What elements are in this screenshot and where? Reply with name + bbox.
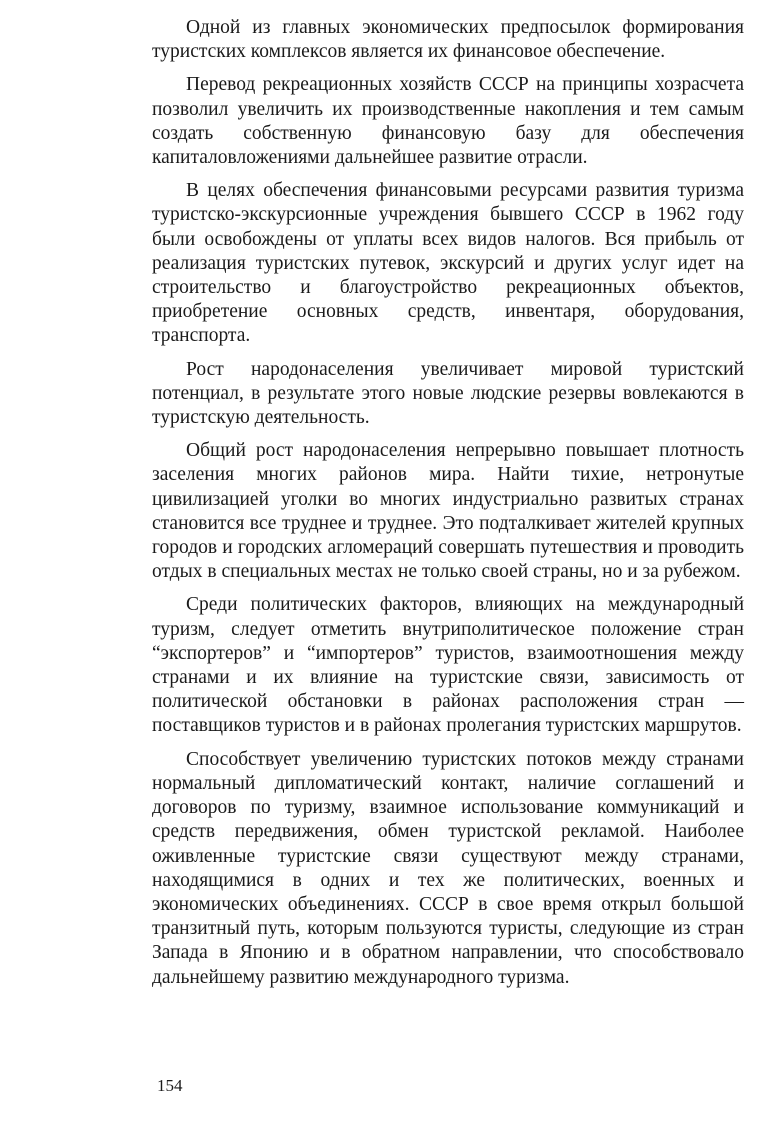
paragraph-1: Одной из главных экономических предпосылок формирования туристских комплексов является их финансовое обеспечение. xyxy=(152,17,744,63)
paragraph-5: Общий рост народонаселения непрерывно повышает плотность заселения многих районов мира. Найти тихие, нетронутые цивилизацией уголки во многих индустриально развитых странах становится все труднее и труднее. Это подталкивает жителей крупных городов и городских агломераций совершать путешествия и проводить отдых в специальных местах не только своей страны, но и за рубежом. xyxy=(152,440,744,583)
paragraph-3: В целях обеспечения финансовыми ресурсами развития туризма туристско-экскурсионные учреждения бывшего СССР в 1962 году были освобождены от уплаты всех видов налогов. Вся прибыль от реализация туристских путевок, экскурсий и других услуг идет на строительство и благоустройство рекреационных объектов, приобретение основных средств, инвентаря, оборудования, транспорта. xyxy=(152,180,744,347)
body-text xyxy=(152,16,744,999)
paragraph-2: Перевод рекреационных хозяйств СССР на принципы хозрасчета позволил увеличить их производственные накопления и тем самым создать собственную финансовую базу для обеспечения капиталовложениями дальнейшее развитие отрасли. xyxy=(152,74,744,169)
paragraph-7: Способствует увеличению туристских потоков между странами нормальный дипломатический контакт, наличие соглашений и договоров по туризму, взаимное использование коммуникаций и средств передвижения, обмен туристской рекламой. Наиболее оживленные туристские связи существуют между странами, находящимися в одних и тех же политических, военных и экономических объединениях. СССР в свое время открыл большой транзитный путь, которым пользуются туристы, следующие из стран Запада в Японию и в обратном направлении, что способствовало дальнейшему развитию международного туризма. xyxy=(152,748,744,988)
page-number: 154 xyxy=(157,1076,183,1095)
paragraph-4: Рост народонаселения увеличивает мировой туристский потенциал, в результате этого новые людские резервы вовлекаются в туристскую деятельность. xyxy=(152,358,744,429)
paragraph-6: Среди политических факторов, влияющих на международный туризм, следует отметить внутриполитическое положение стран “экспортеров” и “импортеров” туристов, взаимоотношения между странами и их влияние на туристские связи, зависимость от политической обстановки в районах расположения стран — поставщиков туристов и в районах пролегания туристских маршрутов. xyxy=(152,594,744,737)
